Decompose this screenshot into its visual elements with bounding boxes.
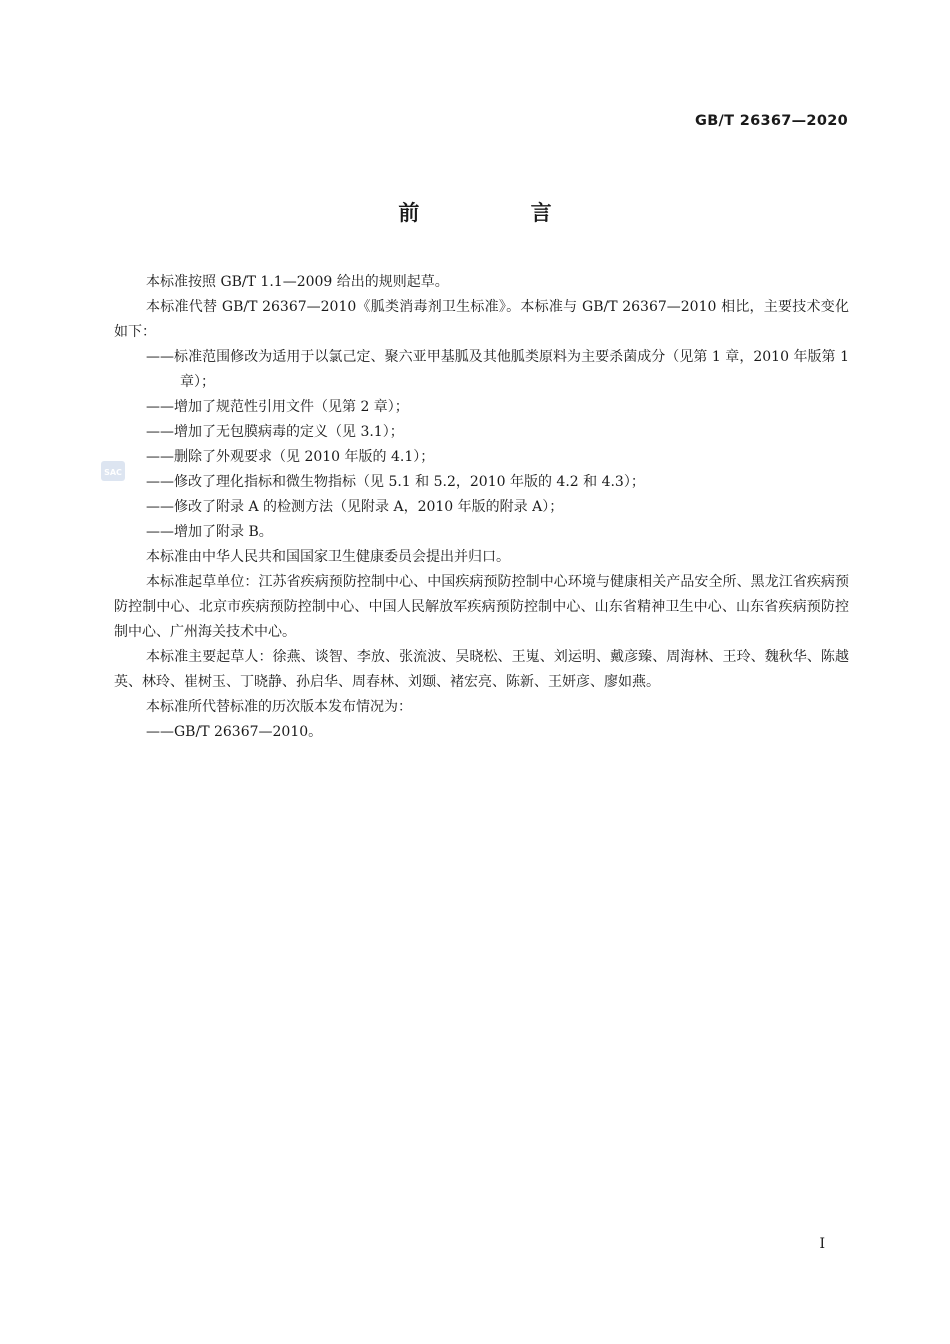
change-item: ——增加了规范性引用文件（见第 2 章）； (146, 399, 409, 415)
paragraph-drafters: 本标准主要起草人：徐燕、谈智、李放、张流波、吴晓松、王嵬、刘运明、戴彦臻、周海林、王玲、魏秋华、陈越英、林玲、崔树玉、丁晓静、孙启华、周春林、刘颋、褚宏亮、陈新、王妍彦、廖如燕。 (114, 649, 849, 690)
paragraph-replacement: 本标准代替 GB/T 26367—2010《胍类消毒剂卫生标准》。本标准与 GB/T 26367—2010 相比，主要技术变化如下： (114, 299, 849, 340)
standard-code: GB/T 26367—2020 (695, 113, 848, 129)
change-item: ——删除了外观要求（见 2010 年版的 4.1）； (146, 449, 435, 465)
page-title: 前 言 (398, 201, 604, 225)
history-item: ——GB/T 26367—2010。 (146, 724, 323, 740)
paragraph-drafting-units: 本标准起草单位：江苏省疾病预防控制中心、中国疾病预防控制中心环境与健康相关产品安全所、黑龙江省疾病预防控制中心、北京市疾病预防控制中心、中国人民解放军疾病预防控制中心、山东省精神卫生中心、山东省疾病预防控制中心、广州海关技术中心。 (114, 574, 849, 640)
foreword-body (114, 270, 849, 745)
paragraph-history: 本标准所代替标准的历次版本发布情况为： (146, 699, 412, 715)
page-number: I (819, 1236, 825, 1252)
svg-text:SAC: SAC (104, 468, 122, 477)
paragraph-proposer: 本标准由中华人民共和国国家卫生健康委员会提出并归口。 (146, 549, 510, 565)
paragraph-drafting-rules: 本标准按照 GB/T 1.1—2009 给出的规则起草。 (146, 274, 449, 290)
change-item: ——增加了附录 B。 (146, 524, 273, 540)
change-item: ——修改了附录 A 的检测方法（见附录 A，2010 年版的附录 A）； (146, 499, 564, 515)
change-item: ——增加了无包膜病毒的定义（见 3.1）； (146, 424, 404, 440)
change-item: ——标准范围修改为适用于以氯己定、聚六亚甲基胍及其他胍类原料为主要杀菌成分（见第 1 章，2010 年版第 1 章）； (146, 349, 849, 390)
change-item: ——修改了理化指标和微生物指标（见 5.1 和 5.2，2010 年版的 4.2 和 4.3）； (146, 474, 645, 490)
